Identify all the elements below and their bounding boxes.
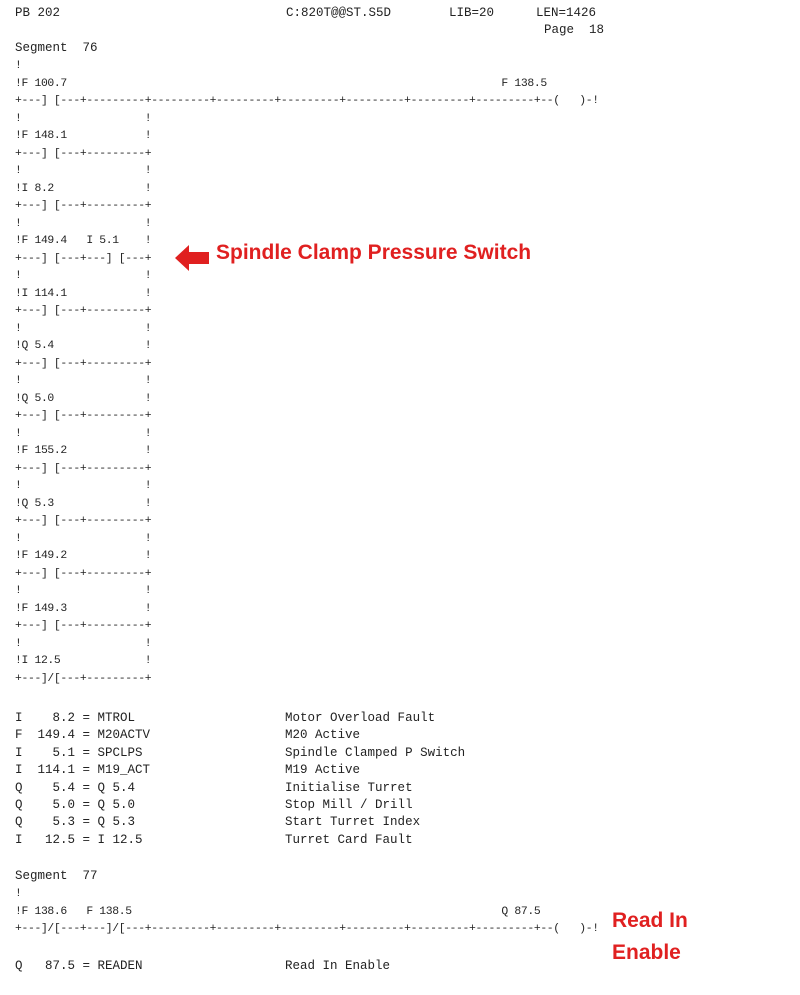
read-in-annotation <box>612 905 688 969</box>
lib-number: LIB=20 <box>449 6 495 20</box>
page-number: Page 18 <box>544 23 605 37</box>
read-in-annotation-line2: Enable <box>612 941 681 964</box>
left-arrow-icon <box>175 244 211 272</box>
block-length: LEN=1426 <box>536 6 597 20</box>
segment-76-title: Segment 76 <box>15 41 98 55</box>
read-in-annotation-line1: Read In <box>612 909 688 932</box>
segment-77-symbol-table: Q 87.5 = READEN Read In Enable <box>15 959 391 973</box>
block-name: PB 202 <box>15 6 61 20</box>
spindle-annotation: Spindle Clamp Pressure Switch <box>216 241 532 264</box>
segment-77-title: Segment 77 <box>15 869 98 883</box>
segment-76-ladder: ! !F 100.7 F 138.5 +---] [---+---------+---------+---------+---------+---------+---------+---------+--( )-! ! ! !F 148.1 ! +---] [---+---------+ ! ! !I 8.2 ! +---] [---+---------+ ! ! !F 149.4 I 5.1 ! +---] [---+---] [---+ ! ! !I 114.1 ! +---] [---+---------+ ! ! !Q 5.4 ! +---] [---+---------+ ! ! !Q 5.0 ! +---] [---+---------+ ! ! !F 155.2 ! +---] [---+---------+ ! ! !Q 5.3 ! +---] [---+---------+ ! ! !F 149.2 ! +---] [---+---------+ ! ! !F 149.3 ! +---] [---+---------+ ! ! !I 12.5 ! +---]/[---+---------+ <box>15 60 599 685</box>
file-name: C:820T@@ST.S5D <box>286 6 392 20</box>
segment-76-symbol-table: I 8.2 = MTROL Motor Overload Fault F 149.4 = M20ACTV M20 Active I 5.1 = SPCLPS Spindle Clamped P Switch I 114.1 = M19_ACT M19 Active Q 5.4 = Q 5.4 Initialise Turret Q 5.0 = Q 5.0 Stop Mill / Drill Q 5.3 = Q 5.3 Start Turret Index I 12.5 = I 12.5 Turret Card Fault <box>15 711 466 847</box>
segment-77-ladder: ! !F 138.6 F 138.5 Q 87.5 +---]/[---+---]/[---+---------+---------+---------+---------+---------+---------+--( )-! <box>15 888 599 935</box>
